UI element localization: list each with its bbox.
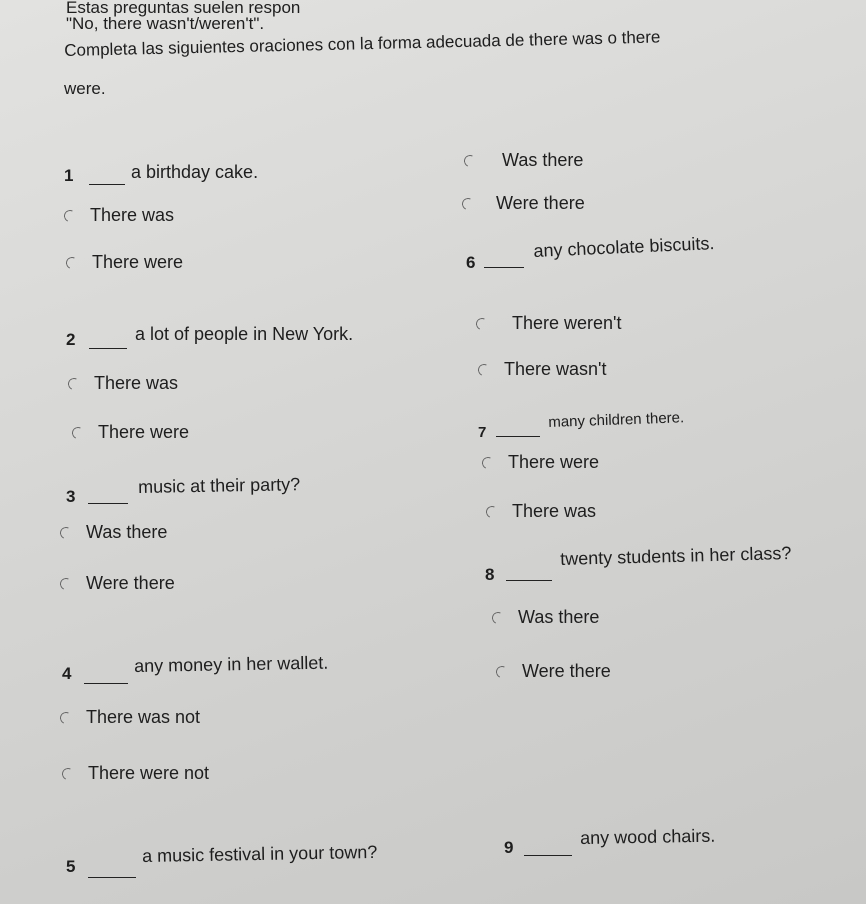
- option-label: There were: [98, 422, 190, 442]
- question-3-number: 3: [66, 487, 76, 506]
- option-label: There was not: [86, 707, 201, 727]
- question-3-option-1[interactable]: [60, 522, 167, 543]
- question-7-blank: [496, 436, 540, 437]
- option-label: Was there: [502, 150, 584, 170]
- radio-button-icon[interactable]: [70, 425, 85, 440]
- question-1-blank: [89, 184, 125, 185]
- question-2-text: a lot of people in New York.: [135, 324, 354, 344]
- intro-line-2: "No, there wasn't/weren't".: [66, 14, 265, 33]
- intro-line-1: Estas preguntas suelen respon: [66, 0, 301, 17]
- question-9-option-1[interactable]: [492, 607, 599, 628]
- radio-button-icon[interactable]: [476, 362, 491, 377]
- question-7-number: 7: [478, 424, 487, 441]
- radio-button-icon[interactable]: [480, 455, 495, 470]
- radio-button-icon[interactable]: [490, 610, 505, 625]
- question-4-blank: [84, 683, 128, 684]
- question-1-number: 1: [64, 166, 74, 185]
- question-6-blank: [484, 267, 524, 268]
- question-6-option-1[interactable]: [464, 150, 583, 171]
- question-9-number: 9: [504, 838, 514, 857]
- option-label: Was there: [518, 607, 600, 627]
- question-6-text: any chocolate biscuits.: [533, 233, 715, 261]
- option-label: There weren't: [512, 313, 622, 333]
- option-label: There were not: [88, 763, 210, 783]
- question-9-blank: [524, 855, 572, 856]
- question-1-option-1[interactable]: [64, 205, 174, 226]
- question-2-number: 2: [66, 330, 76, 349]
- radio-button-icon[interactable]: [66, 376, 81, 391]
- question-3-text: music at their party?: [138, 474, 301, 497]
- question-4-number: 4: [62, 664, 72, 683]
- question-9-option-2[interactable]: [496, 661, 611, 682]
- radio-button-icon[interactable]: [474, 316, 489, 331]
- question-5-blank: [88, 877, 136, 878]
- option-label: Was there: [86, 522, 168, 542]
- question-9-text: any wood chairs.: [580, 825, 716, 848]
- question-8-number: 8: [485, 565, 495, 584]
- option-label: There was: [90, 205, 175, 225]
- question-7-option-2[interactable]: [478, 359, 606, 380]
- question-2-blank: [89, 348, 127, 349]
- radio-button-icon[interactable]: [484, 504, 499, 519]
- question-1-text: a birthday cake.: [131, 162, 259, 182]
- radio-button-icon[interactable]: [462, 153, 477, 168]
- radio-button-icon[interactable]: [58, 576, 73, 591]
- question-8-blank: [506, 580, 552, 581]
- question-4-option-1[interactable]: [60, 707, 200, 728]
- question-3-blank: [88, 503, 128, 504]
- question-5-number: 5: [66, 857, 76, 876]
- option-label: Were there: [522, 661, 611, 681]
- radio-button-icon[interactable]: [58, 525, 73, 540]
- radio-button-icon[interactable]: [58, 710, 73, 725]
- option-label: There were: [92, 252, 184, 272]
- radio-button-icon[interactable]: [460, 196, 475, 211]
- question-2-option-1[interactable]: [68, 373, 178, 394]
- question-7-option-1[interactable]: [476, 313, 622, 334]
- question-1-option-2[interactable]: [66, 252, 183, 273]
- question-8-option-1[interactable]: [482, 452, 599, 473]
- radio-button-icon[interactable]: [62, 208, 77, 223]
- question-8-option-2[interactable]: [486, 501, 596, 522]
- option-label: There wasn't: [504, 359, 607, 379]
- radio-button-icon[interactable]: [60, 766, 75, 781]
- question-7-text: many children there.: [548, 409, 685, 431]
- question-6-number: 6: [466, 253, 476, 272]
- instruction-line-2: were.: [64, 79, 106, 98]
- option-label: There were: [508, 452, 600, 472]
- question-2-option-2[interactable]: [72, 422, 189, 443]
- question-4-text: any money in her wallet.: [134, 652, 329, 676]
- question-6-option-2[interactable]: [462, 193, 585, 214]
- question-5-text: a music festival in your town?: [142, 841, 378, 866]
- option-label: There was: [94, 373, 179, 393]
- option-label: Were there: [86, 573, 175, 593]
- instruction-line-1: Completa las siguientes oraciones con la forma adecuada de there was o there: [64, 27, 661, 60]
- question-4-option-2[interactable]: [62, 763, 209, 784]
- option-label: There was: [512, 501, 597, 521]
- question-3-option-2[interactable]: [60, 573, 175, 594]
- radio-button-icon[interactable]: [64, 255, 79, 270]
- question-8-text: twenty students in her class?: [560, 542, 792, 569]
- option-label: Were there: [496, 193, 585, 213]
- radio-button-icon[interactable]: [494, 664, 509, 679]
